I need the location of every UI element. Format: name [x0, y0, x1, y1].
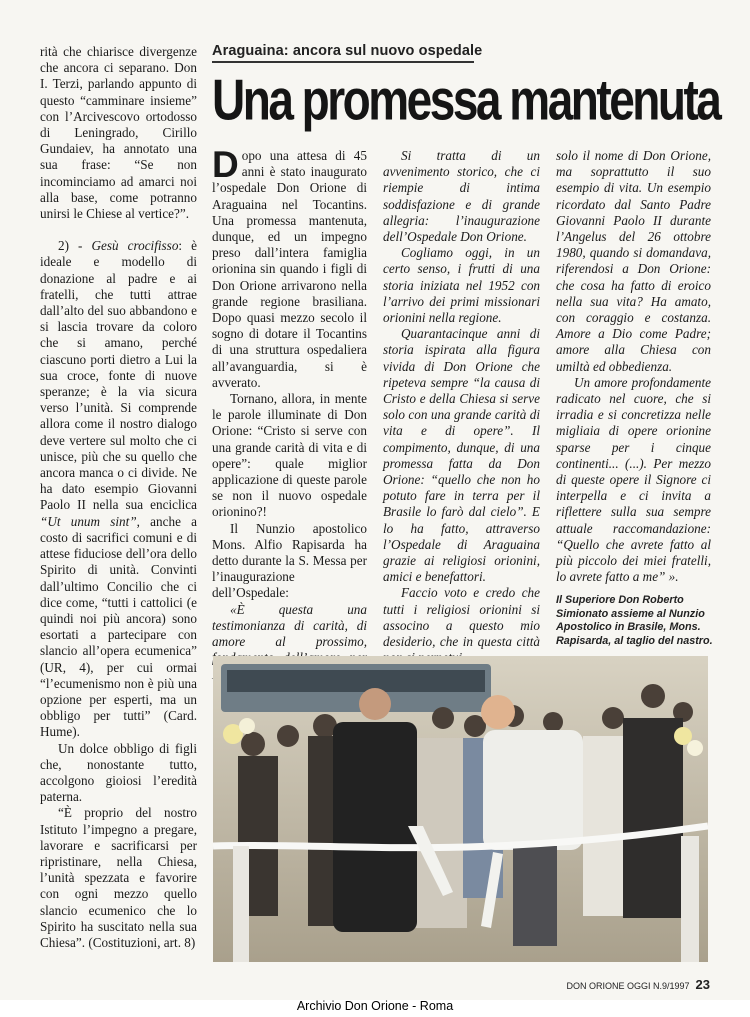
ribbon-cutting-photo [213, 656, 708, 962]
drop-cap: D [212, 144, 239, 185]
article-column-4 [556, 148, 711, 585]
article-headline: Una promessa mantenuta [212, 67, 720, 132]
paragraph: Un dolce obbligo di figli che, nonostante tutto, accolgono gioiosi l’eredità paterna. [40, 740, 197, 805]
article-column-3 [383, 148, 540, 667]
lead-paragraph: Dopo una attesa di 45 anni è stato inaugurato l’ospedale Don Orione di Araguaina nel Tocantins. Una promessa mantenuta, dunque, ed un impegno preso dall’intera famiglia orionina sin quando i figli di Don Orione arrivarono nella grande regione brasiliana. Dopo quasi mezzo secolo il sogno di dotare il Tocantins di una struttura ospedaliera all’avanguardia, si è avverato. [212, 144, 367, 390]
page-number: 23 [695, 977, 710, 992]
photo-caption: Il Superiore Don Roberto Simionato assieme al Nunzio Apostolico in Brasile, Mons. Rapisarda, al taglio del nastro. [556, 594, 713, 647]
quote-paragraph: «È questa una testimonianza di carità, di amore al prossimo, [212, 601, 367, 650]
quote-paragraph: Cogliamo oggi, in un certo senso, i frutti di una storia iniziata nel 1952 con l’arrivo dei primi missionari orionini nella regione. [383, 245, 540, 326]
quote-paragraph: Si tratta di un avvenimento storico, che ci riempie di intima soddisfazione e di grande allegria: l’inaugurazione dell’Ospedale Don Orione. [383, 148, 540, 245]
photo-illustration [213, 656, 708, 962]
paragraph: “È proprio del nostro Istituto l’impegno a pregare, lavorare e sacrificarsi per ripristinare, nella Chiesa, l’unità spezzata e favorire con ogni mezzo quello slancio ecumenico che lo Spirito ha suscitato nella sua Chiesa”. (Costituzioni, art. 8) [40, 805, 197, 950]
article-column-2 [212, 144, 367, 683]
article-kicker: Araguaina: ancora sul nuovo ospedale [212, 43, 483, 59]
quote-paragraph: Quarantacinque anni di storia ispirata alla figura vivida di Don Orione che ripeteva sempre “la causa di Cristo e della Chiesa si serve solo con una grande carità di vita e di opere”. Il compimento, dunque, di una promessa fatta da Don Orione: “quello che non ho potuto fare in terra per il Brasile lo farò dal cielo”. E lo ha fatto, attraverso l’Ospedale di Araguaina grazie ai religiosi orionini, amici e benefattori. [383, 326, 540, 585]
page-footer [566, 977, 710, 992]
article-column-1 [40, 44, 197, 951]
paragraph: Tornano, allora, in mente le parole illuminate di Don Orione: “Cristo si serve con una grande carità di vita e di opere”: quale miglior applicazione di queste parole se non il nuovo ospedale orionino?! [212, 391, 367, 520]
paragraph: 2) - Gesù crocifisso: è ideale e modello di donazione al padre e ai fratelli, che tutti attrae dall’alto del suo abbandono e si lascia trovare da coloro che si amano, perché ciascuno porti dietro a Lui la sua croce, fonte di nuove speranze; è la via sicura verso l’unità. Si comprende allora come il nostro dialogo deve vertere sul molto che ci unisce, più che su quello che ancora manca o ci divide. Ne ha dato esempio Giovanni Paolo II nella sua enciclica “Ut unum sint”, anche a costo di sacrifici comuni e di attese fiduciose dell’ora dello Spirito di unità. Convinti dall’ultimo Concilio che ci dice come, “tutti i cattolici (e quindi noi più ancora) sono esortati a partecipare con slancio all’opera ecumenica” (UR, 4), per cui ormai “l’ecumenismo non è più una opzione per esperti, ma un obbligo per tutti” (Card. Hume). [40, 238, 197, 740]
quote-paragraph: Un amore profondamente radicato nel cuore, che si irradia e si concretizza nelle migliaia di opere orionine sparse per i cinque continenti... (...). Per mezzo di queste opere il Signore ci interpella e ci invita a riflettere sulla sua sempre attuale raccomandazione: “Quello che avrete fatto al più piccolo dei miei fratelli, lo avrete fatto a me” ». [556, 374, 711, 585]
quote-paragraph: Faccio voto e credo che tutti i religiosi orionini si associno a questo mio desiderio, che in questa città [383, 585, 540, 650]
magazine-issue: DON ORIONE OGGI N.9/1997 [566, 981, 690, 991]
quote-paragraph: solo il nome di Don Orione, ma soprattutto il suo esempio di vita. Un esempio ricordato dal Santo Padre Giovanni Paolo II durante l’Angelus del 26 ottobre 1980, quando si domandava, riferendosi a Don Orione: che cosa ha fatto di eroico nella sua vita? Ha amato, con coraggio e costanza. Amore a Dio come Padre; amore alla Chiesa con umiltà ed obbedienza. [556, 148, 711, 374]
paragraph: Il Nunzio apostolico Mons. Alfio Rapisarda ha detto durante la S. Messa per l’inaugurazione dell’Ospedale: [212, 520, 367, 601]
paragraph: rità che chiarisce divergenze che ancora ci separano. Don I. Terzi, parlando appunto di questo “camminare insieme” con l’Arcivescovo ortodosso di Leningrado, Cirillo Gundaiev, ha annotato una sua frase: “Se non incominciamo ad amarci noi alla base, come potranno unirsi le Chiese al vertice?”. [40, 44, 197, 222]
archive-label: Archivio Don Orione - Roma [296, 999, 454, 1013]
